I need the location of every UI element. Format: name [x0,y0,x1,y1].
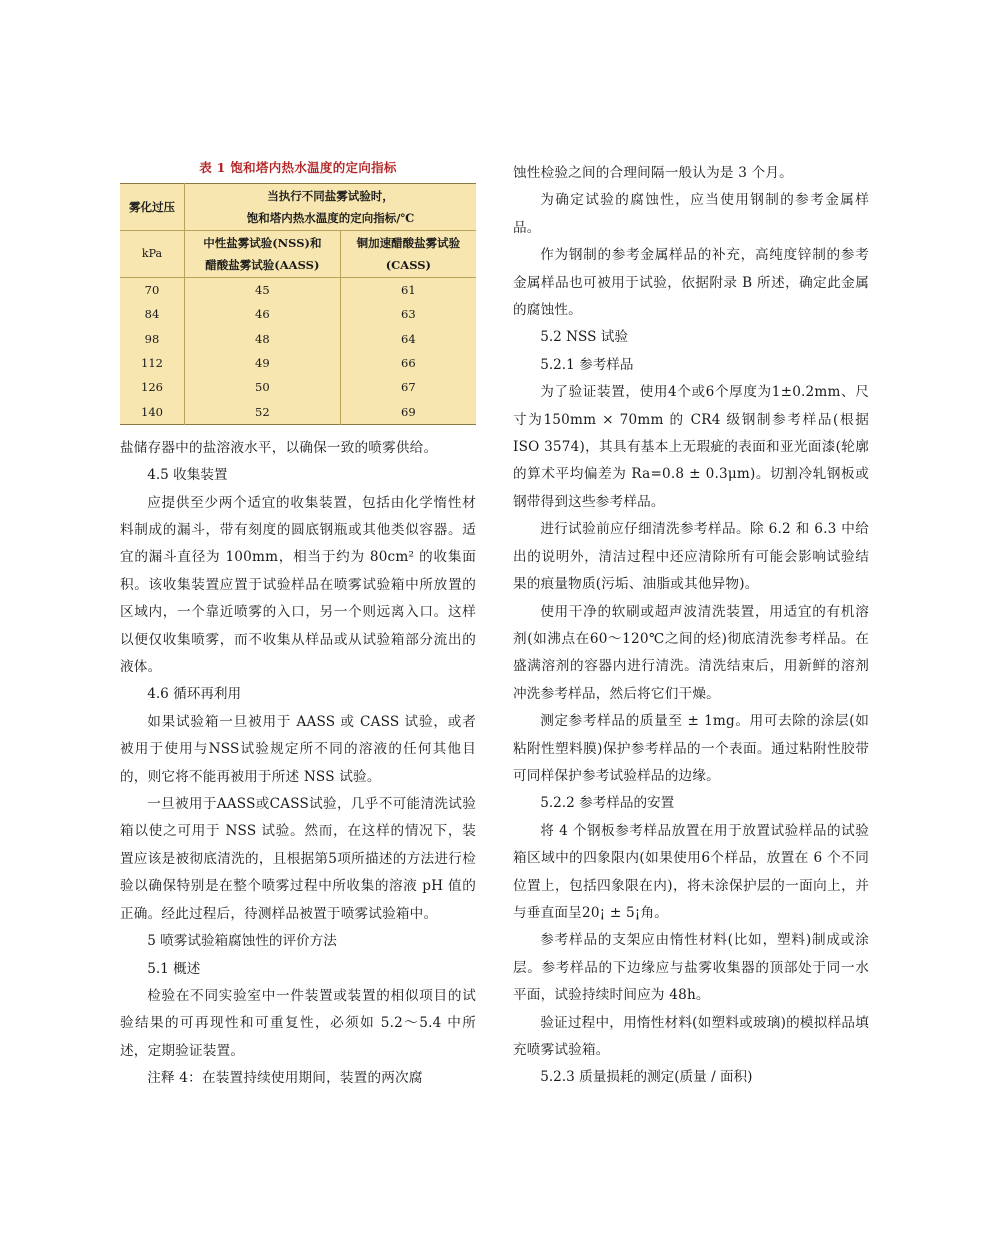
cell-pressure: 70 [144,283,160,298]
paragraph: 检验在不同实验室中一件装置或装置的相似项目的试验结果的可再现性和可重复性，必须如 5.2～5.4 中所述，定期验证装置。 [120,987,476,1059]
header-unit: kPa [120,231,185,278]
table-row [120,302,476,326]
cell-pressure: 126 [141,380,163,395]
cell-cass: 67 [340,375,476,399]
paragraph: 参考样品的支架应由惰性材料(比如，塑料)制成或涂层。参考样品的下边缘应与盐雾收集器的顶部处于同一水平面，试验持续时间应为 48h。 [513,932,869,1004]
cell-cass: 69 [340,399,476,424]
section-heading-5-2-1: 5.2.1 参考样品 [540,356,634,373]
table-header-row [120,184,476,231]
header-span-line2: 饱和塔内热水温度的定向指标/℃ [246,211,415,225]
cell-nss: 49 [185,351,341,375]
section-heading-5-2-2: 5.2.2 参考样品的安置 [540,795,675,812]
paragraph: 为确定试验的腐蚀性，应当使用钢制的参考金属样品。 [513,192,869,236]
section-heading-5-2: 5.2 NSS 试验 [540,329,628,346]
cell-pressure: 98 [144,331,160,346]
section-heading-5: 5 喷雾试验箱腐蚀性的评价方法 [147,933,337,950]
paragraph: 验证过程中，用惰性材料(如塑料或玻璃)的模拟样品填充喷雾试验箱。 [513,1014,869,1058]
paragraph: 测定参考样品的质量至 ± 1mg。用可去除的涂层(如粘附性塑料膜)保护参考样品的一个表面。通过粘附性胶带可同样保护参考试验样品的边缘。 [513,713,869,784]
table-row [120,351,476,375]
cell-nss: 46 [185,302,341,326]
cell-nss: 48 [185,327,341,351]
cell-cass: 61 [340,278,476,303]
cell-cass: 64 [340,327,476,351]
table-row [120,375,476,399]
paragraph: 应提供至少两个适宜的收集装置，包括由化学惰性材料制成的漏斗，带有刻度的圆底钢瓶或其他类似容器。适宜的漏斗直径为 100mm，相当于约为 80cm² 的收集面积。该收集装置应置于试验样品在喷雾试验箱中所放置的区域内，一个靠近喷雾的入口，另一个则远离入口。这样以便仅收集喷雾，而不收集从样品或从试验箱部分流出的液体。 [120,494,476,676]
section-heading-4-6: 4.6 循环再利用 [147,686,242,703]
paragraph: 进行试验前应仔细清洗参考样品。除 6.2 和 6.3 中给出的说明外，清洁过程中还应清除所有可能会影响试验结果的痕量物质(污垢、油脂或其他异物)。 [513,521,869,593]
header-nss-line1: 中性盐雾试验(NSS)和 [203,236,322,250]
table-row [120,399,476,424]
paragraph: 盐储存器中的盐溶液水平，以确保一致的喷雾供给。 [120,439,438,456]
cell-pressure: 140 [141,404,163,419]
table-subheader-row [120,231,476,278]
left-column [120,158,476,1093]
table-title: 表 1 饱和塔内热水温度的定向指标 [199,160,397,175]
paragraph: 为了验证装置，使用4个或6个厚度为1±0.2mm、尺寸为150mm × 70mm 的 CR4 级钢制参考样品(根据 ISO 3574)，其具有基本上无瑕疵的表面和亚光面漆(轮廓的算术平均偏差为 Ra=0.8 ± 0.3μm)。切割冷轧钢板或钢带得到这些参考样品。 [513,384,869,510]
cell-cass: 63 [340,302,476,326]
paragraph: 作为钢制的参考金属样品的补充，高纯度锌制的参考金属样品也可被用于试验，依据附录 B 所述，确定此金属的腐蚀性。 [513,247,869,319]
paragraph: 一旦被用于AASS或CASS试验，几乎不可能清洗试验箱以使之可用于 NSS 试验。然而，在这样的情况下，装置应该是被彻底清洗的，且根据第5项所描述的方法进行检验以确保特别是在整个喷雾过程中所收集的溶液 pH 值的正确。经此过程后，待测样品被置于喷雾试验箱中。 [120,796,476,922]
note-paragraph: 注释 4：在装置持续使用期间，装置的两次腐 [147,1070,423,1087]
table-row [120,327,476,351]
header-cass-line2: (CASS) [385,258,432,272]
cell-cass: 66 [340,351,476,375]
paragraph: 蚀性检验之间的合理间隔一般认为是 3 个月。 [513,165,793,181]
cell-nss: 45 [185,278,341,303]
table-row [120,278,476,303]
right-column [513,160,869,1092]
temperature-table [120,183,476,425]
header-span [185,184,477,231]
header-cass [340,231,476,278]
paragraph: 将 4 个钢板参考样品放置在用于放置试验样品的试验箱区域中的四象限内(如果使用6个样品，放置在 6 个不同位置上，包括四象限在内)，将未涂保护层的一面向上，并与垂直面呈20¡ ± 5¡角。 [513,822,869,921]
section-heading-4-5: 4.5 收集装置 [147,467,228,484]
header-pressure: 雾化过压 [120,184,185,231]
section-heading-5-2-3: 5.2.3 质量损耗的测定(质量 / 面积) [540,1069,753,1086]
header-nss-line2: 醋酸盐雾试验(AASS) [205,258,320,272]
cell-pressure: 84 [144,307,160,322]
paragraph: 如果试验箱一旦被用于 AASS 或 CASS 试验，或者被用于使用与NSS试验规定所不同的溶液的任何其他目的，则它将不能再被用于所述 NSS 试验。 [120,713,476,785]
header-span-line1: 当执行不同盐雾试验时， [267,189,394,203]
cell-nss: 50 [185,375,341,399]
cell-nss: 52 [185,399,341,424]
paragraph: 使用干净的软刷或超声波清洗装置，用适宜的有机溶剂(如沸点在60～120℃之间的烃)彻底清洗参考样品。在盛满溶剂的容器内进行清洗。清洗结束后，用新鲜的溶剂冲洗参考样品，然后将它们干燥。 [513,603,869,702]
section-heading-5-1: 5.1 概述 [147,960,201,977]
header-nss-aass [185,231,341,278]
header-cass-line1: 铜加速醋酸盐雾试验 [356,236,461,250]
cell-pressure: 112 [141,356,163,371]
